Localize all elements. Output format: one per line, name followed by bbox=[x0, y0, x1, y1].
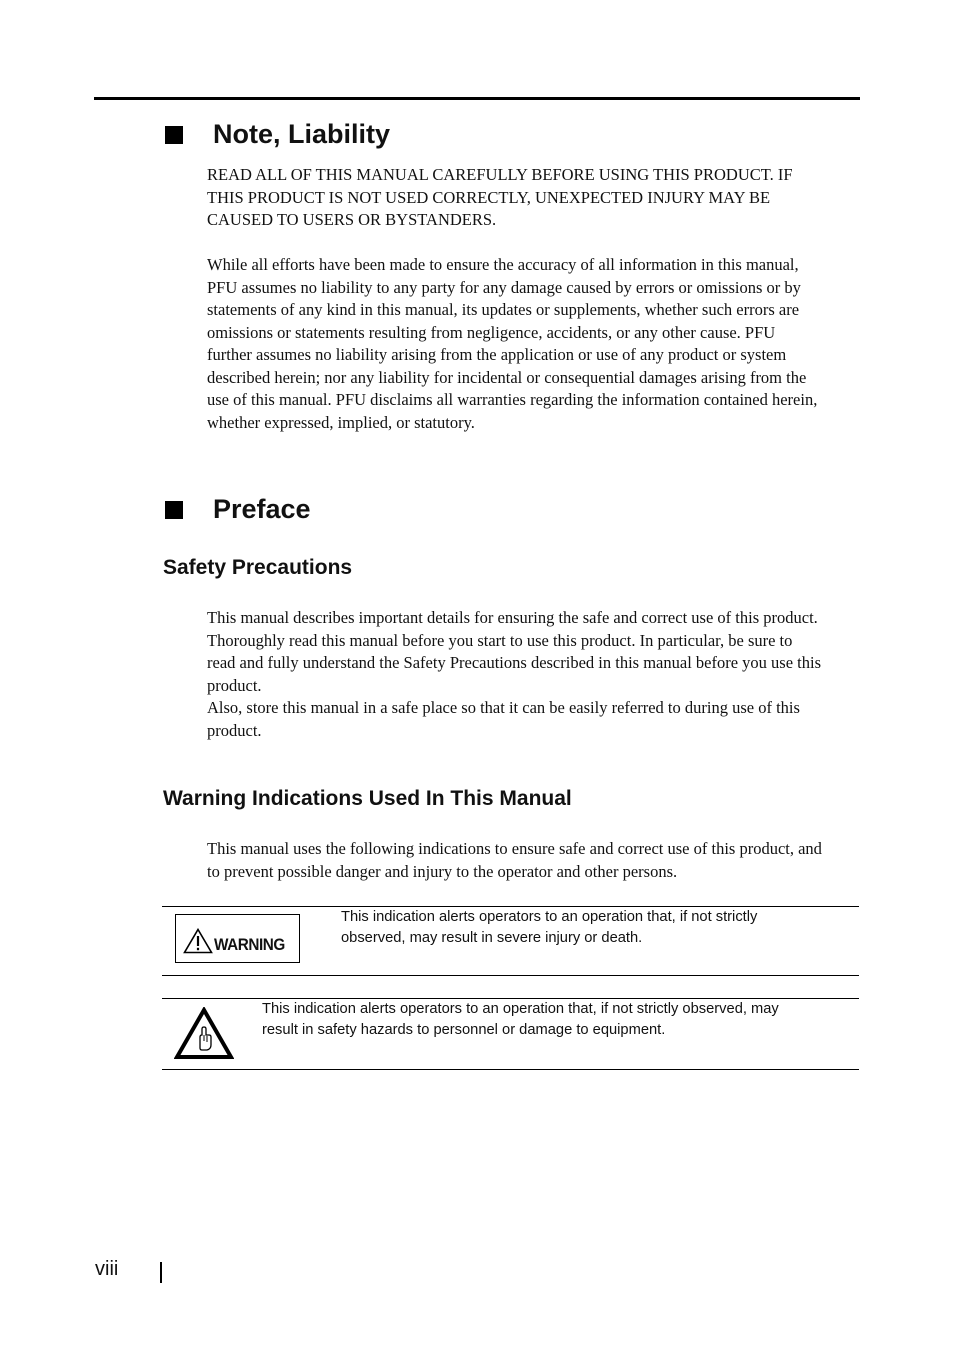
warning-indications-heading: Warning Indications Used In This Manual bbox=[163, 787, 572, 810]
heading-bullet-square bbox=[165, 126, 183, 144]
safety-precautions-body: This manual describes important details for ensuring the safe and correct use of this product. Thoroughly read this manual before you start to use this product. In particular, be sure to read and fully understand the Safety Precautions described in this manual before you use this product. Also, store this manual in a safe place so that it can be easily referred to during use of this product. bbox=[207, 608, 821, 740]
caution-indication-text: This indication alerts operators to an operation that, if not strictly observed, may result in safety hazards to personnel or damage to equipment. bbox=[262, 1001, 779, 1038]
footer-divider bbox=[160, 1262, 162, 1283]
safety-precautions-heading: Safety Precautions bbox=[163, 556, 353, 579]
warning-label-text: WARNING bbox=[213, 934, 285, 954]
liability-disclaimer-paragraph: While all efforts have been made to ensure the accuracy of all information in this manual, PFU assumes no liability to any party for any damage caused by errors or omissions or by statements of any kind in this manual, its updates or supplements, whether such errors are omissions or statements resulting from negligence, accidents, or any other cause. PFU further assumes no liability arising from the application or use of any product or system described herein; nor any liability for incidental or consequential damages arising from the use of this manual. PFU disclaims all warranties regarding the information contained herein, whether expressed, implied, or statutory. bbox=[207, 255, 818, 432]
warning-label bbox=[175, 914, 300, 963]
page-number: viii bbox=[95, 1258, 119, 1280]
caution-hand-triangle-icon bbox=[174, 1007, 234, 1061]
preface-heading: Preface bbox=[213, 494, 311, 524]
warning-indications-body: This manual uses the following indications to ensure safe and correct use of this product, and to prevent possible danger and injury to the operator and other persons. bbox=[207, 839, 822, 881]
heading-bullet-square bbox=[165, 501, 183, 519]
table-rule bbox=[162, 975, 859, 976]
top-rule bbox=[94, 97, 860, 100]
liability-warning-paragraph: READ ALL OF THIS MANUAL CAREFULLY BEFORE USING THIS PRODUCT. IF THIS PRODUCT IS NOT USED CORRECTLY, UNEXPECTED INJURY MAY BE CAUSED TO USERS OR BYSTANDERS. bbox=[207, 165, 793, 229]
warning-label-icon bbox=[183, 928, 213, 954]
note-liability-heading: Note, Liability bbox=[213, 119, 391, 149]
warning-indication-text: This indication alerts operators to an operation that, if not strictly observed, may result in severe injury or death. bbox=[341, 909, 758, 946]
table-rule bbox=[162, 1069, 859, 1070]
